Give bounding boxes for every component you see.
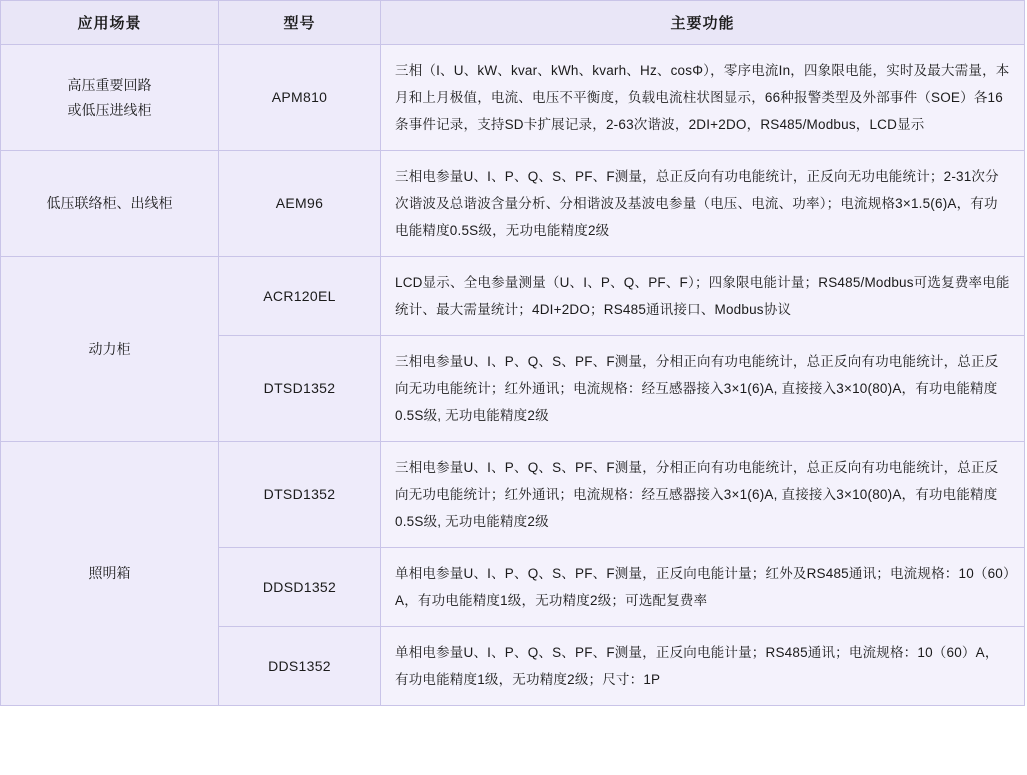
cell-scene: 动力柜 — [1, 257, 219, 442]
cell-model: APM810 — [219, 45, 381, 151]
cell-model: DTSD1352 — [219, 442, 381, 548]
cell-function: 单相电参量U、I、P、Q、S、PF、F测量，正反向电能计量；红外及RS485通讯；电流规格：10（60）A，有功电能精度1级，无功精度2级；可选配复费率 — [381, 548, 1025, 627]
cell-function: 三相电参量U、I、P、Q、S、PF、F测量，分相正向有功电能统计，总正反向有功电能统计，总正反向无功电能统计；红外通讯；电流规格：经互感器接入3×1(6)A, 直接接入3×10(80)A，有功电能精度0.5S级, 无功电能精度2级 — [381, 336, 1025, 442]
cell-scene: 照明箱 — [1, 442, 219, 706]
table-header — [1, 1, 1025, 45]
table-row — [1, 151, 1025, 257]
cell-model: DDS1352 — [219, 627, 381, 706]
cell-model: DTSD1352 — [219, 336, 381, 442]
column-header-model: 型号 — [219, 1, 381, 45]
cell-function: 单相电参量U、I、P、Q、S、PF、F测量，正反向电能计量；RS485通讯；电流规格：10（60）A，有功电能精度1级，无功精度2级；尺寸：1P — [381, 627, 1025, 706]
table-body — [1, 45, 1025, 706]
cell-model: ACR120EL — [219, 257, 381, 336]
scene-line: 高压重要回路 — [67, 77, 152, 93]
table-header-row — [1, 1, 1025, 45]
column-header-function: 主要功能 — [381, 1, 1025, 45]
table-row — [1, 442, 1025, 548]
table-row — [1, 45, 1025, 151]
cell-function: LCD显示、全电参量测量（U、I、P、Q、PF、F）；四象限电能计量；RS485/Modbus可选复费率电能统计、最大需量统计；4DI+2DO；RS485通讯接口、Modbus协议 — [381, 257, 1025, 336]
cell-function: 三相电参量U、I、P、Q、S、PF、F测量，总正反向有功电能统计，正反向无功电能统计；2-31次分次谐波及总谐波含量分析、分相谐波及基波电参量（电压、电流、功率）；电流规格3×1.5(6)A，有功电能精度0.5S级，无功电能精度2级 — [381, 151, 1025, 257]
cell-function: 三相电参量U、I、P、Q、S、PF、F测量，分相正向有功电能统计，总正反向有功电能统计，总正反向无功电能统计；红外通讯；电流规格：经互感器接入3×1(6)A, 直接接入3×10(80)A，有功电能精度0.5S级, 无功电能精度2级 — [381, 442, 1025, 548]
cell-scene: 低压联络柜、出线柜 — [1, 151, 219, 257]
scene-line: 或低压进线柜 — [67, 101, 152, 118]
cell-function: 三相（I、U、kW、kvar、kWh、kvarh、Hz、cosΦ），零序电流In，四象限电能，实时及最大需量，本月和上月极值，电流、电压不平衡度，负载电流柱状图显示，66种报警类型及外部事件（SOE）各16条事件记录，支持SD卡扩展记录，2-63次谐波，2DI+2DO，RS485/Modbus，LCD显示 — [381, 45, 1025, 151]
cell-scene — [1, 45, 219, 151]
table-row — [1, 257, 1025, 336]
cell-model: DDSD1352 — [219, 548, 381, 627]
cell-model: AEM96 — [219, 151, 381, 257]
column-header-scene: 应用场景 — [1, 1, 219, 45]
